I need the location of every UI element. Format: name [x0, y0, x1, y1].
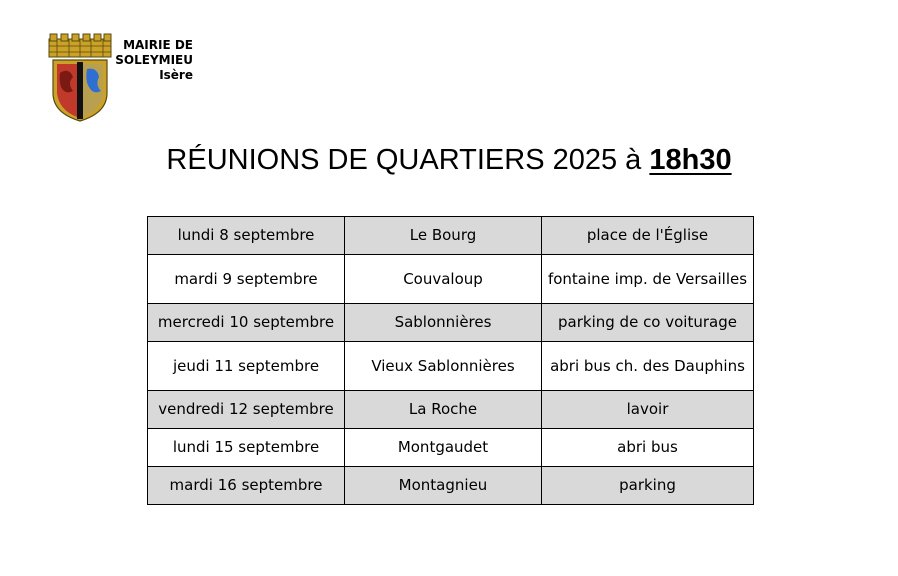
cell-lieu: parking de co voiturage	[542, 304, 754, 342]
cell-lieu: fontaine imp. de Versailles	[542, 255, 754, 304]
cell-quartier: Sablonnières	[345, 304, 542, 342]
cell-quartier: Montagnieu	[345, 467, 542, 505]
cell-quartier: Le Bourg	[345, 217, 542, 255]
table-row	[148, 342, 754, 391]
title-time: 18h30	[649, 144, 732, 176]
table-row	[148, 255, 754, 304]
cell-lieu: place de l'Église	[542, 217, 754, 255]
cell-quartier: Montgaudet	[345, 429, 542, 467]
cell-date: lundi 15 septembre	[148, 429, 345, 467]
cell-quartier: Couvaloup	[345, 255, 542, 304]
header-line-2: SOLEYMIEU	[115, 53, 193, 67]
cell-lieu: parking	[542, 467, 754, 505]
cell-date: mercredi 10 septembre	[148, 304, 345, 342]
cell-date: lundi 8 septembre	[148, 217, 345, 255]
cell-lieu: abri bus ch. des Dauphins	[542, 342, 754, 391]
cell-date: jeudi 11 septembre	[148, 342, 345, 391]
cell-quartier: Vieux Sablonnières	[345, 342, 542, 391]
page-title	[0, 140, 898, 180]
cell-date: mardi 16 septembre	[148, 467, 345, 505]
coat-of-arms-logo	[47, 33, 113, 123]
cell-date: vendredi 12 septembre	[148, 391, 345, 429]
table-row	[148, 217, 754, 255]
header-line-3: Isère	[159, 68, 193, 82]
header-organization	[113, 38, 193, 83]
cell-lieu: abri bus	[542, 429, 754, 467]
header-line-1: MAIRIE DE	[123, 38, 193, 52]
cell-date: mardi 9 septembre	[148, 255, 345, 304]
cell-lieu: lavoir	[542, 391, 754, 429]
title-main: RÉUNIONS DE QUARTIERS 2025 à	[166, 144, 650, 176]
table-row	[148, 304, 754, 342]
meeting-schedule-table	[147, 216, 754, 505]
cell-quartier: La Roche	[345, 391, 542, 429]
table-row	[148, 391, 754, 429]
table-row	[148, 429, 754, 467]
table-row	[148, 467, 754, 505]
